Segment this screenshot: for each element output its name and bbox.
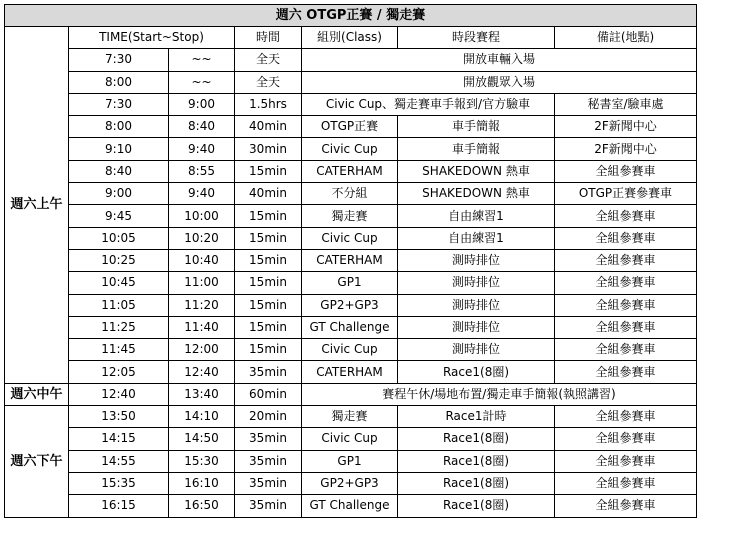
stop-time-cell: 11:40 [169, 316, 235, 338]
table-row [5, 227, 697, 249]
stop-time-cell: 10:20 [169, 227, 235, 249]
session-cell: 測時排位 [398, 272, 555, 294]
start-time-cell: 9:00 [69, 183, 169, 205]
duration-cell: 1.5hrs [235, 93, 302, 115]
table-row [5, 138, 697, 160]
note-cell: 全組參賽車 [555, 428, 697, 450]
class-cell: GP2+GP3 [302, 472, 398, 494]
start-time-cell: 11:25 [69, 316, 169, 338]
stop-time-cell: 16:10 [169, 472, 235, 494]
duration-cell: 全天 [235, 49, 302, 71]
table-row [5, 495, 697, 517]
session-cell: 測時排位 [398, 294, 555, 316]
duration-cell: 15min [235, 339, 302, 361]
stop-time-cell: 12:40 [169, 361, 235, 383]
start-time-cell: 16:15 [69, 495, 169, 517]
stop-time-cell: 14:50 [169, 428, 235, 450]
schedule-table [4, 4, 697, 518]
note-cell: 全組參賽車 [555, 495, 697, 517]
start-time-cell: 10:25 [69, 249, 169, 271]
duration-cell: 35min [235, 450, 302, 472]
session-cell: 測時排位 [398, 339, 555, 361]
start-time-cell: 7:30 [69, 93, 169, 115]
duration-cell: 15min [235, 227, 302, 249]
session-cell: 測時排位 [398, 316, 555, 338]
session-cell: Race1計時 [398, 406, 555, 428]
session-cell: Race1(8圈) [398, 495, 555, 517]
table-row [5, 116, 697, 138]
duration-cell: 40min [235, 116, 302, 138]
period-label-morning: 週六上午 [5, 27, 69, 384]
session-cell: Race1(8圈) [398, 428, 555, 450]
start-time-cell: 9:10 [69, 138, 169, 160]
start-time-cell: 9:45 [69, 205, 169, 227]
start-time-cell: 11:45 [69, 339, 169, 361]
class-cell: CATERHAM [302, 249, 398, 271]
note-cell: 全組參賽車 [555, 406, 697, 428]
duration-cell: 15min [235, 316, 302, 338]
class-cell: 不分組 [302, 183, 398, 205]
start-time-cell: 15:35 [69, 472, 169, 494]
table-row [5, 49, 697, 71]
table-row [5, 383, 697, 405]
note-cell: 全組參賽車 [555, 294, 697, 316]
stop-time-cell: 14:10 [169, 406, 235, 428]
session-cell: 車手簡報 [398, 116, 555, 138]
duration-cell: 40min [235, 183, 302, 205]
start-time-cell: 8:00 [69, 71, 169, 93]
note-cell: 全組參賽車 [555, 361, 697, 383]
table-row [5, 428, 697, 450]
note-cell: 全組參賽車 [555, 316, 697, 338]
class-cell: CATERHAM [302, 160, 398, 182]
session-cell: 自由練習1 [398, 227, 555, 249]
duration-cell: 60min [235, 383, 302, 405]
start-time-cell: 10:45 [69, 272, 169, 294]
session-cell: 測時排位 [398, 249, 555, 271]
session-cell: SHAKEDOWN 熱車 [398, 183, 555, 205]
stop-time-cell: 10:40 [169, 249, 235, 271]
period-label-noon: 週六中午 [5, 383, 69, 405]
note-cell: 秘書室/驗車處 [555, 93, 697, 115]
session-cell: Race1(8圈) [398, 361, 555, 383]
start-time-cell: 8:40 [69, 160, 169, 182]
header-note: 備註(地點) [555, 27, 697, 49]
duration-cell: 35min [235, 472, 302, 494]
duration-cell: 15min [235, 205, 302, 227]
table-title: 週六 OTGP正賽 / 獨走賽 [5, 5, 697, 27]
duration-cell: 15min [235, 160, 302, 182]
class-session-cell: Civic Cup、獨走賽車手報到/官方驗車 [302, 93, 555, 115]
class-cell: Civic Cup [302, 339, 398, 361]
note-cell: 全組參賽車 [555, 472, 697, 494]
class-cell: Civic Cup [302, 428, 398, 450]
table-row [5, 71, 697, 93]
class-cell: 獨走賽 [302, 406, 398, 428]
start-time-cell: 14:55 [69, 450, 169, 472]
stop-time-cell: ~~ [169, 49, 235, 71]
note-cell: 全組參賽車 [555, 205, 697, 227]
merged-event-cell: 開放觀眾入場 [302, 71, 697, 93]
class-cell: GT Challenge [302, 316, 398, 338]
stop-time-cell: ~~ [169, 71, 235, 93]
class-cell: 獨走賽 [302, 205, 398, 227]
header-class: 組別(Class) [302, 27, 398, 49]
stop-time-cell: 8:55 [169, 160, 235, 182]
note-cell: 全組參賽車 [555, 160, 697, 182]
note-cell: 2F新聞中心 [555, 138, 697, 160]
table-row [5, 205, 697, 227]
class-cell: GT Challenge [302, 495, 398, 517]
table-row [5, 406, 697, 428]
start-time-cell: 13:50 [69, 406, 169, 428]
start-time-cell: 10:05 [69, 227, 169, 249]
start-time-cell: 12:40 [69, 383, 169, 405]
table-row [5, 93, 697, 115]
stop-time-cell: 11:00 [169, 272, 235, 294]
merged-event-cell: 賽程午休/場地布置/獨走車手簡報(執照講習) [302, 383, 697, 405]
class-cell: OTGP正賽 [302, 116, 398, 138]
start-time-cell: 7:30 [69, 49, 169, 71]
table-row [5, 160, 697, 182]
duration-cell: 20min [235, 406, 302, 428]
start-time-cell: 11:05 [69, 294, 169, 316]
stop-time-cell: 9:40 [169, 183, 235, 205]
stop-time-cell: 9:40 [169, 138, 235, 160]
start-time-cell: 12:05 [69, 361, 169, 383]
table-row [5, 450, 697, 472]
stop-time-cell: 12:00 [169, 339, 235, 361]
class-cell: GP1 [302, 450, 398, 472]
note-cell: 全組參賽車 [555, 272, 697, 294]
class-cell: GP1 [302, 272, 398, 294]
header-time: TIME(Start~Stop) [69, 27, 235, 49]
table-row [5, 249, 697, 271]
note-cell: 全組參賽車 [555, 227, 697, 249]
stop-time-cell: 13:40 [169, 383, 235, 405]
session-cell: Race1(8圈) [398, 472, 555, 494]
start-time-cell: 14:15 [69, 428, 169, 450]
duration-cell: 15min [235, 294, 302, 316]
title-row [5, 5, 697, 27]
header-duration: 時間 [235, 27, 302, 49]
session-cell: 自由練習1 [398, 205, 555, 227]
stop-time-cell: 16:50 [169, 495, 235, 517]
table-row [5, 183, 697, 205]
header-row [5, 27, 697, 49]
table-row [5, 361, 697, 383]
note-cell: 全組參賽車 [555, 249, 697, 271]
class-cell: Civic Cup [302, 227, 398, 249]
header-session: 時段賽程 [398, 27, 555, 49]
session-cell: 車手簡報 [398, 138, 555, 160]
duration-cell: 15min [235, 249, 302, 271]
period-label-afternoon: 週六下午 [5, 406, 69, 517]
note-cell: 全組參賽車 [555, 450, 697, 472]
table-row [5, 272, 697, 294]
duration-cell: 35min [235, 495, 302, 517]
table-row [5, 294, 697, 316]
table-row [5, 316, 697, 338]
table-row [5, 472, 697, 494]
session-cell: SHAKEDOWN 熱車 [398, 160, 555, 182]
note-cell: OTGP正賽參賽車 [555, 183, 697, 205]
class-cell: Civic Cup [302, 138, 398, 160]
stop-time-cell: 10:00 [169, 205, 235, 227]
duration-cell: 30min [235, 138, 302, 160]
stop-time-cell: 9:00 [169, 93, 235, 115]
stop-time-cell: 15:30 [169, 450, 235, 472]
start-time-cell: 8:00 [69, 116, 169, 138]
duration-cell: 35min [235, 361, 302, 383]
table-row [5, 339, 697, 361]
note-cell: 2F新聞中心 [555, 116, 697, 138]
session-cell: Race1(8圈) [398, 450, 555, 472]
duration-cell: 35min [235, 428, 302, 450]
stop-time-cell: 8:40 [169, 116, 235, 138]
note-cell: 全組參賽車 [555, 339, 697, 361]
stop-time-cell: 11:20 [169, 294, 235, 316]
class-cell: CATERHAM [302, 361, 398, 383]
merged-event-cell: 開放車輛入場 [302, 49, 697, 71]
class-cell: GP2+GP3 [302, 294, 398, 316]
duration-cell: 全天 [235, 71, 302, 93]
duration-cell: 15min [235, 272, 302, 294]
